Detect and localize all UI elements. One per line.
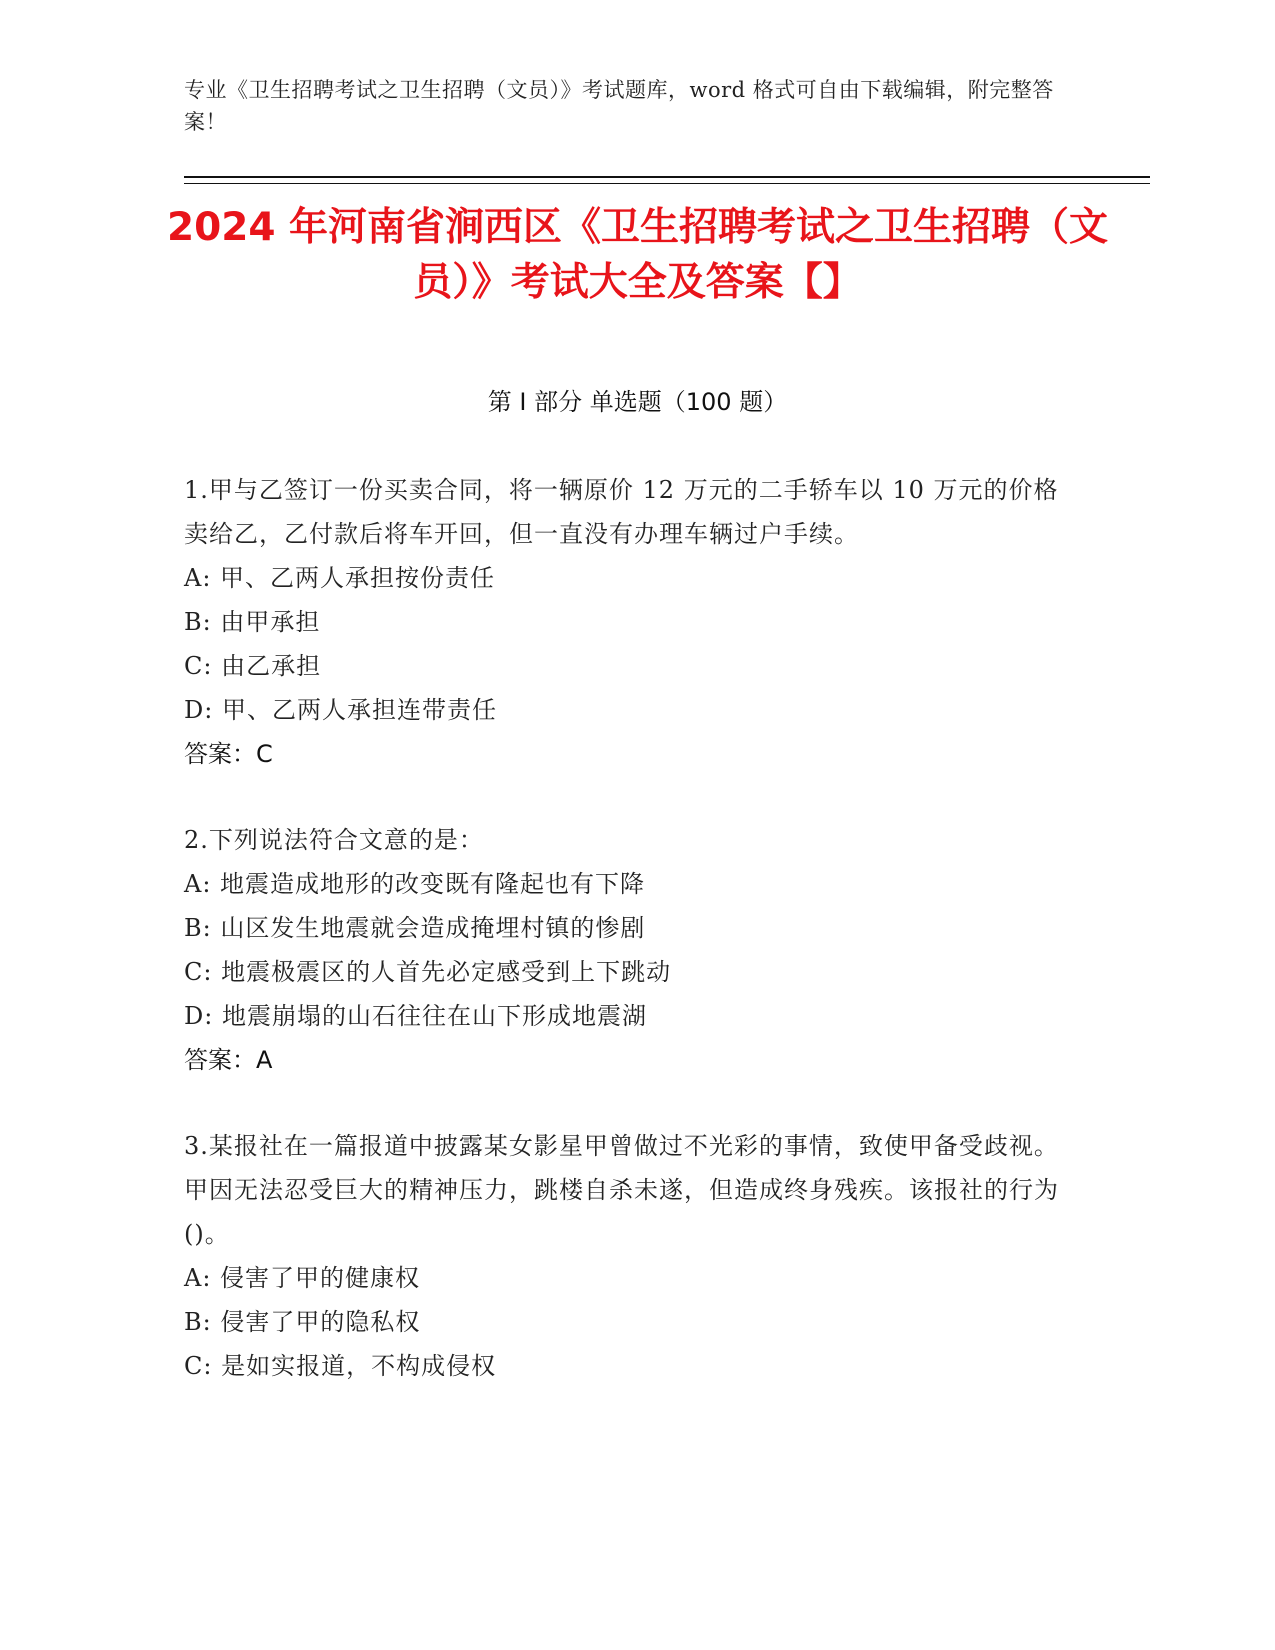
option-c: C: 是如实报道，不构成侵权 (184, 1352, 497, 1380)
document-title: 2024 年河南省涧西区《卫生招聘考试之卫生招聘（文员）》考试大全及答案【】 (166, 205, 1109, 305)
option-a: A: 甲、乙两人承担按份责任 (184, 564, 496, 592)
option-a: A: 侵害了甲的健康权 (184, 1264, 421, 1292)
option-b: B: 侵害了甲的隐私权 (184, 1308, 421, 1336)
option-b: B: 由甲承担 (184, 608, 321, 636)
question-2 (184, 818, 1064, 1082)
question-stem: 3.某报社在一篇报道中披露某女影星甲曾做过不光彩的事情，致使甲备受歧视。甲因无法忍受巨大的精神压力，跳楼自杀未遂，但造成终身残疾。该报社的行为()。 (184, 1132, 1059, 1248)
option-c: C: 由乙承担 (184, 652, 322, 680)
header-note: 专业《卫生招聘考试之卫生招聘（文员）》考试题库，word 格式可自由下载编辑，附完整答案！ (184, 78, 1054, 134)
answer: 答案：C (184, 740, 273, 768)
header-divider-thick (184, 176, 1150, 178)
answer: 答案：A (184, 1046, 273, 1074)
question-stem: 1.甲与乙签订一份买卖合同，将一辆原价 12 万元的二手轿车以 10 万元的价格卖给乙，乙付款后将车开回，但一直没有办理车辆过户手续。 (184, 476, 1059, 548)
option-d: D: 甲、乙两人承担连带责任 (184, 696, 497, 724)
section-heading: 第 I 部分 单选题（100 题） (487, 388, 788, 416)
option-b: B: 山区发生地震就会造成掩埋村镇的惨剧 (184, 914, 646, 942)
header-divider-thin (184, 183, 1150, 184)
question-stem: 2.下列说法符合文意的是： (184, 826, 484, 854)
question-3 (184, 1124, 1064, 1388)
option-c: C: 地震极震区的人首先必定感受到上下跳动 (184, 958, 672, 986)
option-a: A: 地震造成地形的改变既有隆起也有下降 (184, 870, 646, 898)
question-1 (184, 468, 1064, 776)
option-d: D: 地震崩塌的山石往往在山下形成地震湖 (184, 1002, 647, 1030)
question-list (184, 468, 1064, 1430)
